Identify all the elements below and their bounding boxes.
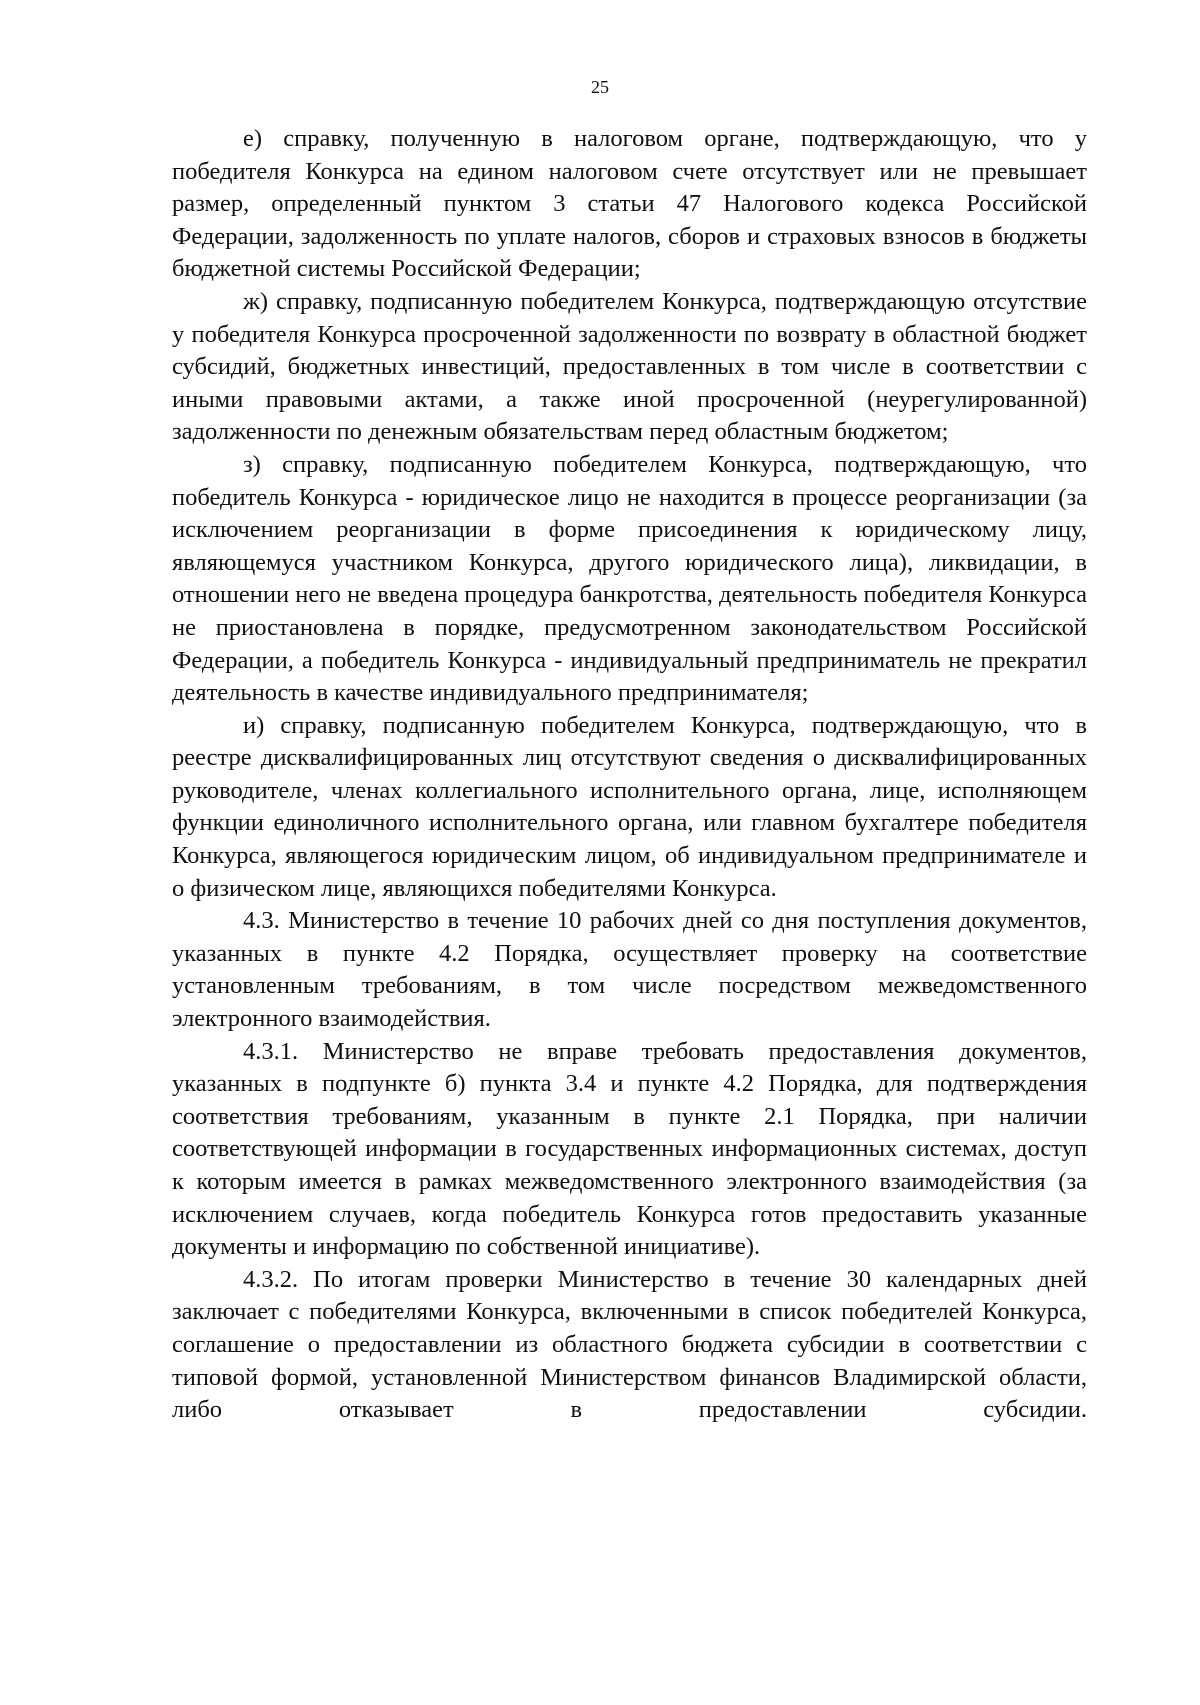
paragraph-i-disqualification-certificate: и) справку, подписанную победителем Конкурса, подтверждающую, что в реестре дисквалифицированных лиц отсутствуют сведения о дисквалифицированных руководителе, членах коллегиального исполнительного органа, лице, исполняющем функции единоличного исполнительного органа, или главном бухгалтере победителя Конкурса, являющегося юридическим лицом, об индивидуальном предпринимателе и о физическом лице, являющихся победителями Конкурса. xyxy=(172,711,1087,902)
paragraph-4-3-2: 4.3.2. По итогам проверки Министерство в течение 30 календарных дней заключает с победителями Конкурса, включенными в список победителей Конкурса, соглашение о предоставлении из областного бюджета субсидии в соответствии с типовой формой, установленной Министерством финансов Владимирской области, либо отказывает в предоставлении субсидии. xyxy=(172,1265,1087,1424)
page-number: 25 xyxy=(591,77,609,97)
paragraph-zh-debt-certificate: ж) справку, подписанную победителем Конкурса, подтверждающую отсутствие у победителя Конкурса просроченной задолженности по возврату в областной бюджет субсидий, бюджетных инвестиций, предоставленных в том числе в соответствии с иными правовыми актами, а также иной просроченной (неурегулированной) задолженности по денежным обязательствам перед областным бюджетом; xyxy=(172,287,1087,446)
paragraph-z-reorganization-certificate: з) справку, подписанную победителем Конкурса, подтверждающую, что победитель Конкурса - юридическое лицо не находится в процессе реорганизации (за исключением реорганизации в форме присоединения к юридическому лицу, являющемуся участником Конкурса, другого юридического лица), ликвидации, в отношении него не введена процедура банкротства, деятельность победителя Конкурса не приостановлена в порядке, предусмотренном законодательством Российской Федерации, а победитель Конкурса - индивидуальный предприниматель не прекратил деятельность в качестве индивидуального предпринимателя; xyxy=(172,450,1087,707)
paragraph-4-3: 4.3. Министерство в течение 10 рабочих дней со дня поступления документов, указанных в пункте 4.2 Порядка, осуществляет проверку на соответствие установленным требованиям, в том числе посредством межведомственного электронного взаимодействия. xyxy=(172,907,1087,1033)
paragraph-e-tax-certificate: е) справку, полученную в налоговом органе, подтверждающую, что у победителя Конкурса на едином налоговом счете отсутствует или не превышает размер, определенный пунктом 3 статьи 47 Налогового кодекса Российской Федерации, задолженность по уплате налогов, сборов и страховых взносов в бюджеты бюджетной системы Российской Федерации; xyxy=(172,125,1087,283)
paragraph-4-3-1: 4.3.1. Министерство не вправе требовать предоставления документов, указанных в подпункте б) пункта 3.4 и пункте 4.2 Порядка, для подтверждения соответствия требованиям, указанным в пункте 2.1 Порядка, при наличии соответствующей информации в государственных информационных системах, доступ к которым имеется в рамках межведомственного электронного взаимодействия (за исключением случаев, когда победитель Конкурса готов предоставить указанные документы и информацию по собственной инициативе). xyxy=(172,1037,1087,1261)
document-body xyxy=(172,123,1087,1427)
